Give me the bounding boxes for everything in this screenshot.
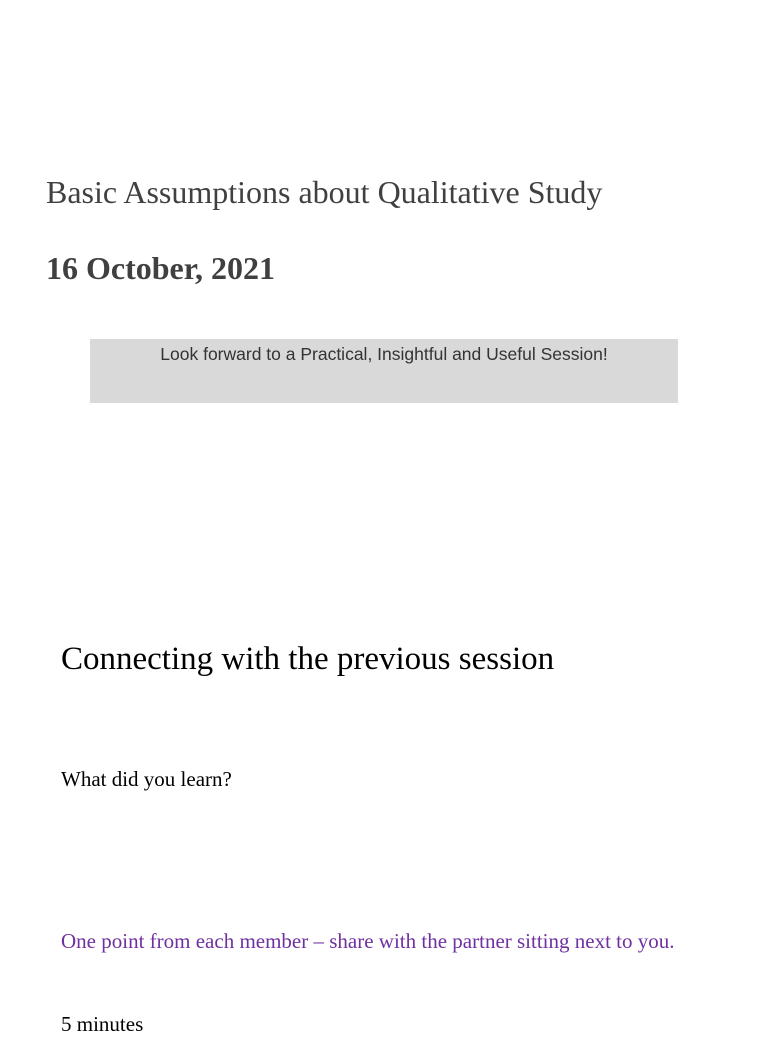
banner-text: Look forward to a Practical, Insightful and Useful Session! — [160, 344, 608, 364]
banner-box — [90, 339, 678, 403]
section-heading: Connecting with the previous session — [61, 641, 555, 677]
slide-title: Basic Assumptions about Qualitative Study — [46, 174, 603, 210]
duration-text: 5 minutes — [61, 1012, 144, 1036]
instruction-text: One point from each member – share with the partner sitting next to you. — [61, 929, 675, 953]
slide-date: 16 October, 2021 — [46, 250, 276, 286]
question-text: What did you learn? — [61, 767, 232, 791]
